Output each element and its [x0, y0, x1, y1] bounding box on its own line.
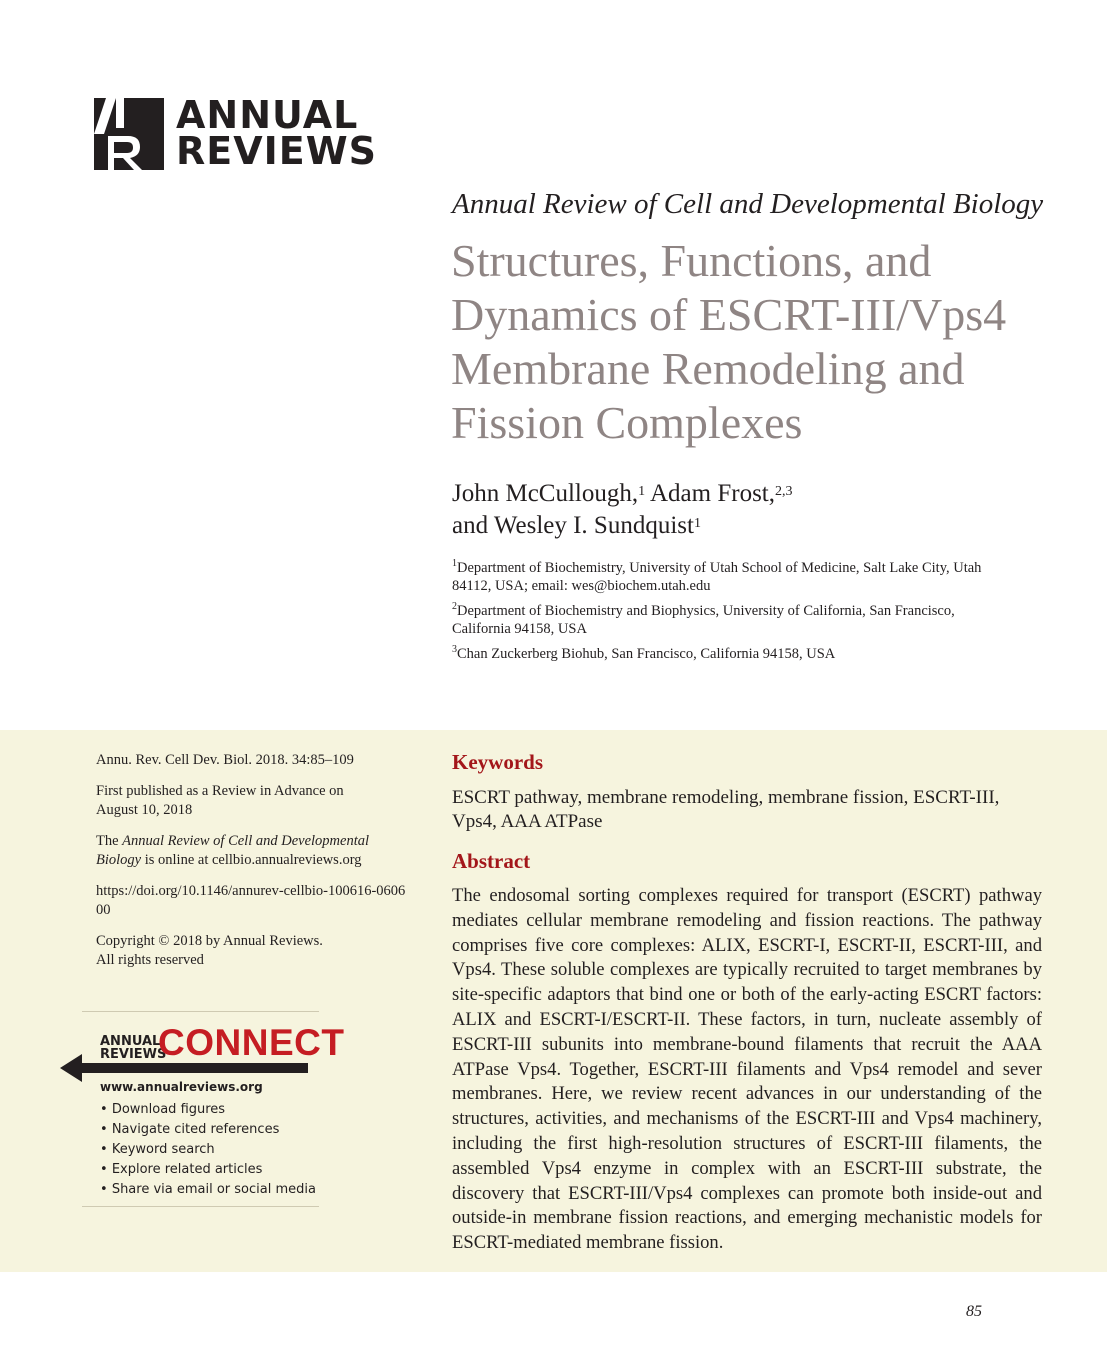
published-date: First published as a Review in Advance on August 10, 2018 — [96, 783, 344, 818]
author-affiliation-mark: 2,3 — [775, 484, 793, 499]
affiliation-3 — [452, 641, 1012, 663]
connect-box — [82, 1011, 345, 1207]
author-affiliation-mark: 1 — [638, 484, 646, 499]
list-item: • Explore related articles — [100, 1160, 316, 1180]
doi-link[interactable]: https://doi.org/10.1146/annurev-cellbio-100616-060600 — [96, 883, 406, 918]
copyright: Copyright © 2018 by Annual Reviews. — [96, 933, 323, 949]
keywords-heading: Keywords — [452, 750, 543, 774]
connect-feature-list — [100, 1100, 316, 1200]
abstract-text: The endosomal sorting complexes required for transport (ESCRT) pathway mediates cellular membrane remodeling and fission reactions. The pathway comprises five core complexes: ALIX, ESCRT-I, ESCRT-II, ESCRT-III, and Vps4. These soluble complexes are typically recruited to target membranes by site-specific adaptors that bind one or both of the early-acting ESCRT factors: ALIX and ESCRT-I/ESCRT-II. These factors, in turn, nucleate assembly of ESCRT-III subunits into membrane-bound filaments that recruit the AAA ATPase Vps4. Together, ESCRT-III filaments and Vps4 remodel and sever membranes. Here, we review recent advances in our understanding of the structures, activities, and mechanisms of the ESCRT-III and Vps4 machinery, including the first high-resolution structures of ESCRT-III filaments, the assembled Vps4 enzyme in complex with an ESCRT-III substrate, the discovery that ESCRT-III/Vps4 complexes can promote both inside-out and outside-in membrane fission reactions, and emerging mechanistic models for ESCRT-mediated membrane fission. — [452, 885, 1042, 1254]
logo-line-1: ANNUAL — [176, 93, 359, 137]
affiliation-text: Department of Biochemistry, University of Utah School of Medicine, Salt Lake City, Utah 84112, USA; email: wes@biochem.utah.edu — [452, 559, 982, 594]
connect-small-2: REVIEWS — [100, 1047, 167, 1062]
keywords-text: ESCRT pathway, membrane remodeling, membrane fission, ESCRT-III, Vps4, AAA ATPase — [452, 787, 1000, 832]
affiliation-number: 1 — [452, 558, 457, 569]
affiliation-1 — [452, 555, 1012, 595]
author-affiliation-mark: 1 — [693, 516, 701, 531]
online-note-journal: Annual Review of Cell and Developmental Biology — [96, 833, 370, 868]
connect-small-1: ANNUAL — [100, 1034, 161, 1049]
connect-title: CONNECT — [158, 1022, 345, 1063]
rights: All rights reserved — [96, 952, 204, 968]
list-item: • Share via email or social media — [100, 1180, 316, 1200]
abstract-heading: Abstract — [452, 849, 531, 873]
affiliation-text: Chan Zuckerberg Biohub, San Francisco, California 94158, USA — [457, 645, 836, 662]
page-number: 85 — [966, 1303, 982, 1320]
author-frost: Adam Frost, — [645, 480, 775, 507]
online-note-suffix: is online at cellbio.annualreviews.org — [141, 852, 362, 868]
ar-monogram-icon — [94, 98, 164, 170]
list-item: • Keyword search — [100, 1140, 316, 1160]
author-mccullough: John McCullough, — [452, 480, 639, 507]
citation: Annu. Rev. Cell Dev. Biol. 2018. 34:85–109 — [96, 752, 354, 768]
affiliation-text: Department of Biochemistry and Biophysics, University of California, San Francisco, California 94158, USA — [452, 602, 955, 637]
affiliation-2 — [452, 598, 1012, 638]
online-note-prefix: The — [96, 833, 123, 849]
logo-line-2: REVIEWS — [176, 129, 378, 173]
journal-name: Annual Review of Cell and Developmental Biology — [452, 188, 1044, 220]
list-item: • Navigate cited references — [100, 1120, 316, 1140]
author-list — [452, 478, 793, 542]
list-item: • Download figures — [100, 1100, 316, 1120]
affiliation-number: 2 — [452, 601, 457, 612]
connect-url[interactable]: www.annualreviews.org — [100, 1080, 263, 1094]
author-sundquist: and Wesley I. Sundquist — [452, 512, 694, 539]
annual-reviews-logo — [94, 93, 378, 173]
affiliation-number: 3 — [452, 644, 457, 655]
online-note — [96, 832, 386, 870]
article-title: Structures, Functions, and Dynamics of ESCRT-III/Vps4 Membrane Remodeling and Fission Complexes — [451, 235, 1007, 448]
